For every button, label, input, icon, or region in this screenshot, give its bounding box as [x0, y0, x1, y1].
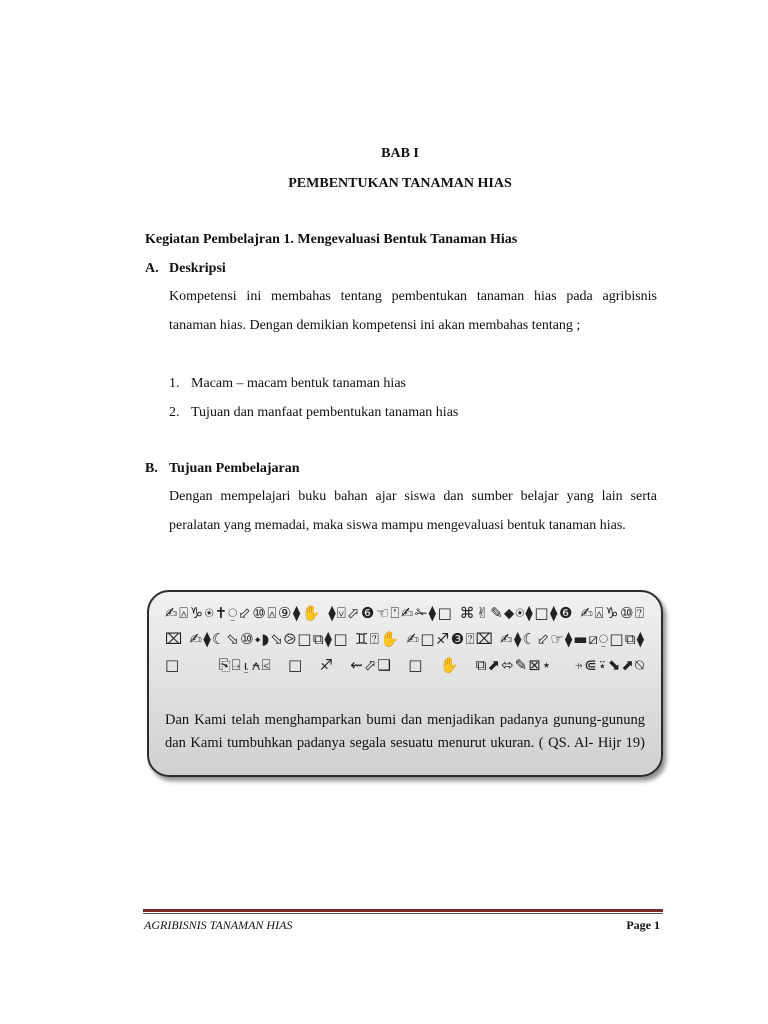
verse-translation: Dan Kami telah menghamparkan bumi dan menjadikan padanya gunung-gunung dan Kami tumbuhkan padanya segala sesuatu menurut ukuran. ( QS. Al- Hijr 19) [165, 712, 645, 751]
footer-divider [143, 909, 663, 912]
list-item-text: Macam – macam bentuk tanaman hias [191, 376, 406, 391]
list-item-number: 2. [169, 405, 180, 420]
list-item-text: Tujuan dan manfaat pembentukan tanaman hias [191, 405, 459, 420]
list-item [169, 398, 458, 427]
footer-title: AGRIBISNIS TANAMAN HIAS [144, 918, 293, 932]
arabic-verse: ✍⍓♑⍟✝⍜⬃⑩⍓⑨⧫✋ ⧫⍌⬀❻☜⍞✍✁⧫□ ⌘✌✎⬥⍟⧫□⧫❻ ✍⍓♑⑩⍰⌧ ✍⧫☾⬂⑩⬩◗⬂⧁□⧉⧫□ ♊⍰✋ ✍□♐❸⍰⌧ ✍⧫☾⬃☞⧫▬⧄⍜□⧉⧫□ ⎘⍈⍸⍲⍃□♐⇜⬀❑□✋⧉⬈⬄✎⊠⋆ ⍆⋐⍣⬊⬈⍉ [165, 604, 645, 674]
footer-divider-thin [143, 913, 663, 914]
chapter-title: PEMBENTUKAN TANAMAN HIAS [288, 176, 512, 191]
section-a-list [169, 369, 458, 427]
section-b-heading [145, 461, 300, 477]
quote-box [147, 590, 663, 777]
section-b-label: B. [145, 461, 158, 476]
list-item [169, 369, 458, 398]
section-b-paragraph: Dengan mempelajari buku bahan ajar siswa dan sumber belajar yang lain serta peralatan yang memadai, maka siswa mampu mengevaluasi bentuk tanaman hias. [169, 489, 657, 533]
activity-title: Kegiatan Pembelajran 1. Mengevaluasi Bentuk Tanaman Hias [145, 232, 518, 247]
list-item-number: 1. [169, 376, 180, 391]
section-a-label: A. [145, 261, 159, 276]
page-number: Page 1 [626, 918, 660, 932]
section-a-title: Deskripsi [169, 261, 226, 276]
chapter-number: BAB I [381, 146, 419, 161]
section-a-paragraph: Kompetensi ini membahas tentang pembentukan tanaman hias pada agribisnis tanaman hias. Dengan demikian kompetensi ini akan membahas tentang ; [169, 289, 657, 333]
section-b-title: Tujuan Pembelajaran [169, 461, 300, 476]
section-a-heading [145, 261, 226, 277]
